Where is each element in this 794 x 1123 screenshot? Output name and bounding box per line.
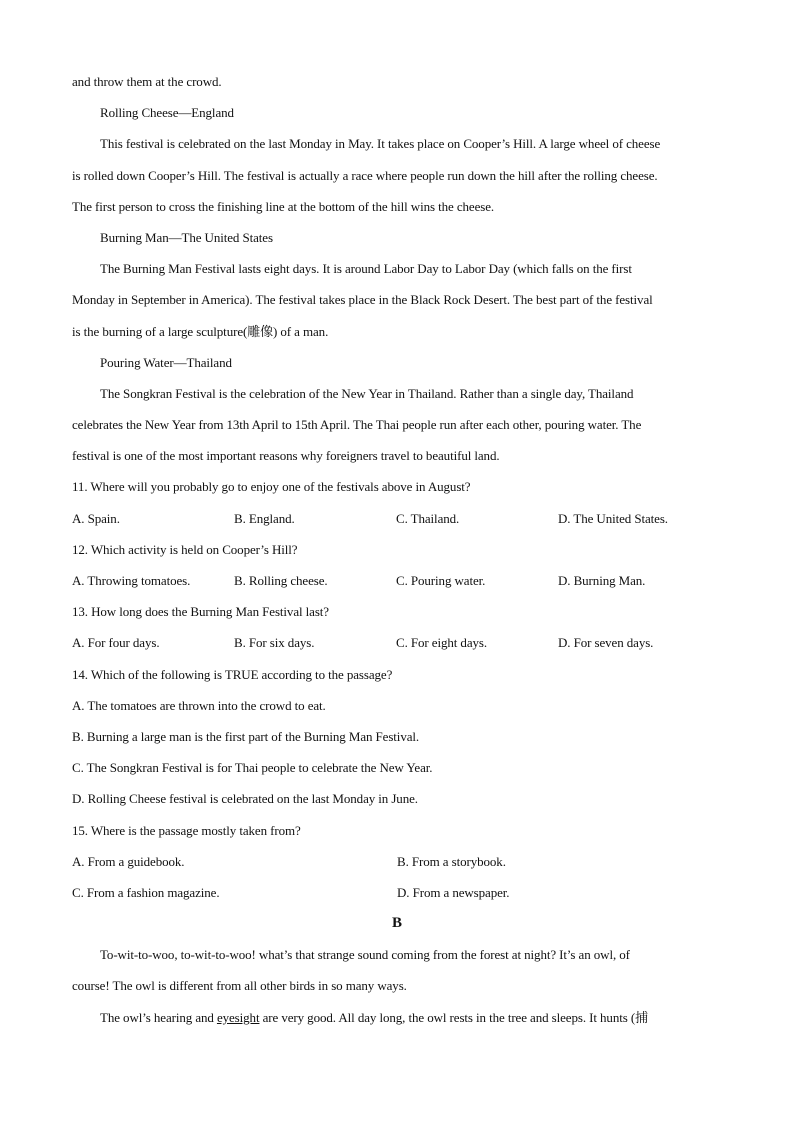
question-11-option-c: C. Thailand. xyxy=(396,510,460,526)
question-11-option-b: B. England. xyxy=(234,510,295,526)
question-14-option-a: A. The tomatoes are thrown into the crowd to eat. xyxy=(72,697,326,713)
burning-man-text-line-3: is the burning of a large sculpture(雕像) of a man. xyxy=(72,323,329,339)
question-11-option-a: A. Spain. xyxy=(72,510,120,526)
passage-b-p2-text-before: The owl’s hearing and xyxy=(100,1009,217,1025)
pouring-water-text-line-3: festival is one of the most important reasons why foreigners travel to beautiful land. xyxy=(72,448,500,464)
question-13-option-b: B. For six days. xyxy=(234,635,315,651)
question-13-stem: 13. How long does the Burning Man Festival last? xyxy=(72,604,329,620)
question-15-stem: 15. Where is the passage mostly taken from? xyxy=(72,822,301,838)
question-11-options xyxy=(72,503,722,534)
question-15-options-row-2 xyxy=(72,877,722,908)
question-12-stem: 12. Which activity is held on Cooper’s Hill? xyxy=(72,541,298,557)
rolling-cheese-text-line-3: The first person to cross the finishing line at the bottom of the hill wins the cheese. xyxy=(72,198,495,214)
passage-b-p1-line-2: course! The owl is different from all other birds in so many ways. xyxy=(72,978,407,994)
question-15-option-d: D. From a newspaper. xyxy=(397,884,510,900)
question-13-option-a: A. For four days. xyxy=(72,635,160,651)
question-12-options xyxy=(72,565,722,596)
underlined-word-eyesight: eyesight xyxy=(216,1009,260,1025)
question-15-option-b: B. From a storybook. xyxy=(397,853,506,869)
question-12-option-a: A. Throwing tomatoes. xyxy=(72,573,191,588)
question-15-options-row-1 xyxy=(72,846,722,877)
burning-man-text-line-2: Monday in September in America). The festival takes place in the Black Rock Desert. The best part of the festival xyxy=(72,292,653,308)
rolling-cheese-heading: Rolling Cheese—England xyxy=(100,105,234,121)
passage-b-heading: B xyxy=(391,915,402,932)
pouring-water-text-line-2: celebrates the New Year from 13th April to 15th April. The Thai people run after each other, pouring water. The xyxy=(72,417,642,433)
passage-b-p2-text-after: are very good. All day long, the owl rests in the tree and sleeps. It hunts (捕 xyxy=(259,1009,648,1025)
question-12-option-b: B. Rolling cheese. xyxy=(234,573,328,588)
question-15-option-a: A. From a guidebook. xyxy=(72,853,185,869)
question-14-stem: 14. Which of the following is TRUE according to the passage? xyxy=(72,666,393,682)
question-15-option-c: C. From a fashion magazine. xyxy=(72,884,220,900)
question-14-option-c: C. The Songkran Festival is for Thai people to celebrate the New Year. xyxy=(72,760,433,776)
passage-a-continuation: and throw them at the crowd. xyxy=(72,74,222,89)
burning-man-text-line-1: The Burning Man Festival lasts eight days. It is around Labor Day to Labor Day (which falls on the first xyxy=(100,261,632,277)
question-14-option-d: D. Rolling Cheese festival is celebrated on the last Monday in June. xyxy=(72,791,418,807)
question-13-option-d: D. For seven days. xyxy=(558,635,654,651)
pouring-water-heading: Pouring Water—Thailand xyxy=(100,354,232,370)
rolling-cheese-text-line-2: is rolled down Cooper’s Hill. The festival is actually a race where people run down the hill after the rolling cheese. xyxy=(72,167,658,183)
rolling-cheese-text-line-1: This festival is celebrated on the last Monday in May. It takes place on Cooper’s Hill. A large wheel of cheese xyxy=(100,136,661,152)
passage-b-p1-line-1: To-wit-to-woo, to-wit-to-woo! what’s that strange sound coming from the forest at night? It’s an owl, of xyxy=(100,947,630,963)
question-12-option-d: D. Burning Man. xyxy=(558,573,646,588)
burning-man-heading: Burning Man—The United States xyxy=(100,229,273,245)
pouring-water-text-line-1: The Songkran Festival is the celebration of the New Year in Thailand. Rather than a single day, Thailand xyxy=(100,385,634,401)
question-12-option-c: C. Pouring water. xyxy=(396,573,486,588)
question-11-stem: 11. Where will you probably go to enjoy one of the festivals above in August? xyxy=(72,479,471,495)
document-page xyxy=(72,66,722,1033)
passage-b-p2-line-1 xyxy=(72,1002,722,1033)
question-13-options xyxy=(72,627,722,658)
question-11-option-d: D. The United States. xyxy=(558,510,668,526)
question-13-option-c: C. For eight days. xyxy=(396,635,488,651)
question-14-option-b: B. Burning a large man is the first part of the Burning Man Festival. xyxy=(72,728,420,744)
